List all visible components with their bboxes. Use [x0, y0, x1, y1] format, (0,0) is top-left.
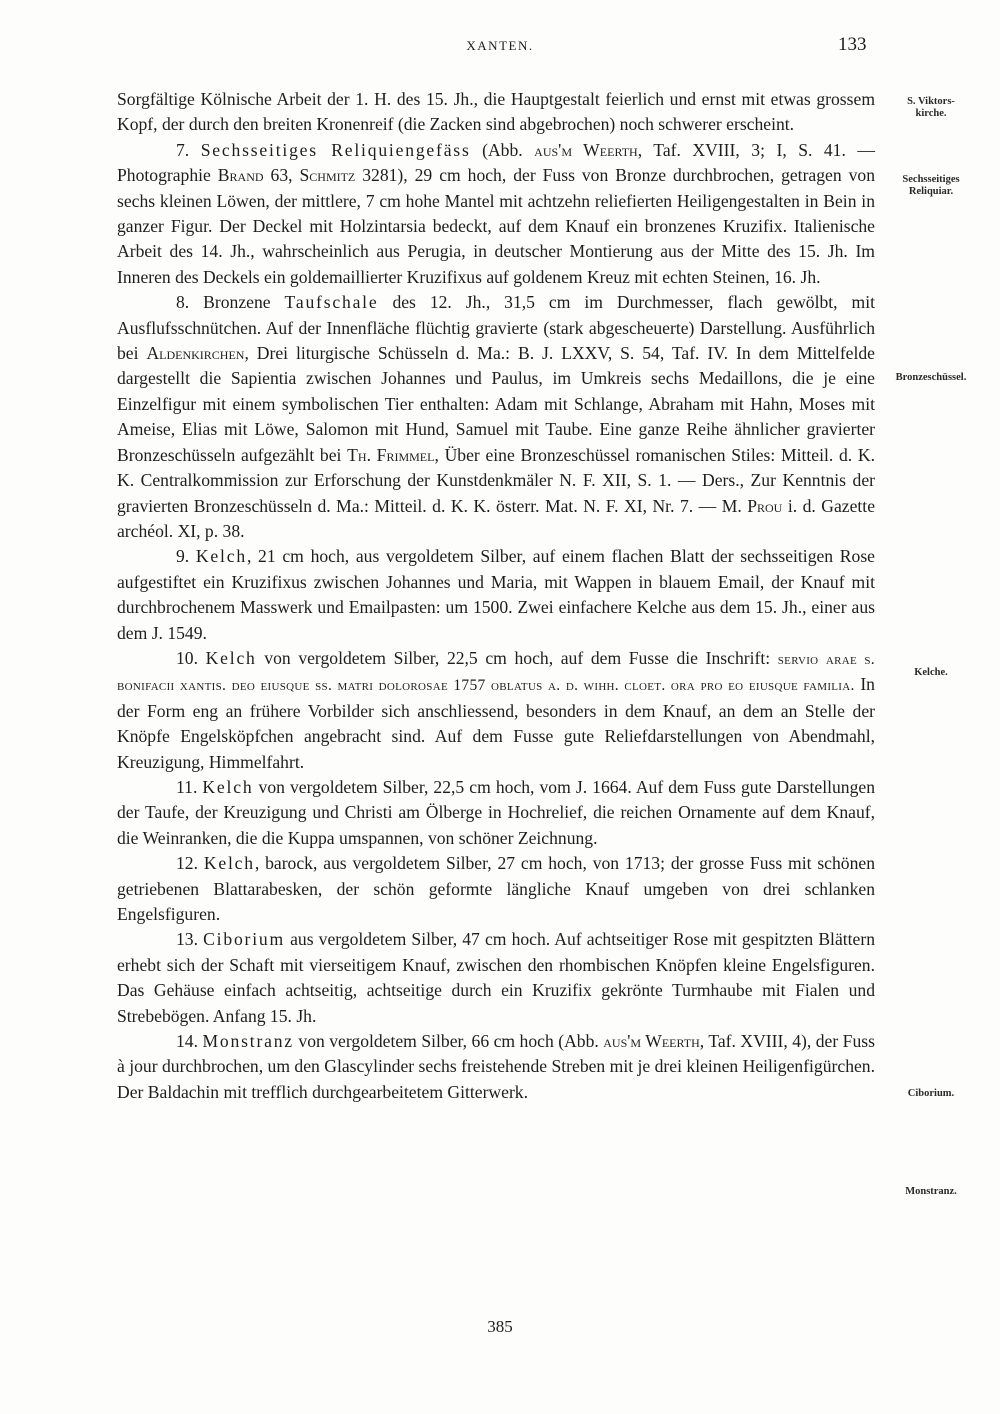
reference-author: Th. Frimmel — [347, 444, 435, 465]
text-run: In der Form eng an frühere Vorbilder sich anschliessend, besonders in dem Knauf, an dem an Stelle der Knöpfe Engelsköpfchen angebracht sind. Auf dem Fusse gute Reliefdarstellungen von Abendmahl, Kreuzigung, Himmelfahrt. — [117, 674, 875, 772]
margin-note-ciborium: Ciborium. — [907, 1088, 955, 1099]
text-run: des 12. Jh., 31,5 cm im Durchmesser, flach gewölbt, mit Ausflufsschnütchen. Auf der Innenfläche flüchtig gravierte (stark abgescheuerte) Darstellung. Ausführlich bei — [117, 292, 875, 364]
text-run: , Drei liturgische Schüsseln d. Ma.: B. J. LXXV, S. 54, Taf. IV. In dem Mittelfelde dargestellt die Sapientia zwischen Johannes und Paulus, im Umkreis sechs Medaillons, die je eine Einzelfigur mit einem symbolischen Tier enthalten: Adam mit Schlange, Abraham mit Hahn, Moses mit Ameise, Elias mit Löwe, Salomon mit Hund, Samuel mit Taube. Eine ganze Reihe ähnlicher gravierter Bronzeschüsseln aufgezählt bei — [117, 343, 875, 465]
item-term: Kelch — [202, 776, 254, 797]
paragraph-14 — [117, 1029, 875, 1105]
item-term: Kelch — [203, 853, 255, 874]
running-header: XANTEN. — [466, 38, 534, 53]
margin-note-kelche: Kelche. — [914, 667, 948, 678]
reference-author: Brand — [217, 165, 264, 186]
margin-note-bronze: Bronzeschüssel. — [895, 372, 967, 383]
margin-note-reliquiar: Sechsseitiges Reliquiar. — [902, 174, 960, 197]
item-term: Kelch — [205, 647, 257, 668]
item-number: 9. — [176, 546, 190, 567]
item-term: Monstranz — [202, 1031, 294, 1052]
paragraph-8 — [117, 290, 875, 544]
text-run: , Taf. XVIII, 3; I, S. 41. — Photographie — [117, 139, 875, 186]
reference-author: aus'm Weerth — [534, 139, 638, 160]
paragraph-9 — [117, 544, 875, 646]
paragraph-10 — [117, 646, 875, 775]
text-run: , barock, aus vergoldetem Silber, 27 cm hoch, von 1713; der grosse Fuss mit schönen getriebenen Blattarabesken, der schön geformte längliche Knauf umgeben von drei schlanken Engelsfiguren. — [117, 853, 875, 924]
text-run: (Abb. — [482, 139, 523, 160]
text-run: , 21 cm hoch, aus vergoldetem Silber, auf einem flachen Blatt der sechsseitigen Rose aufgestiftet ein Kruzifixus zwischen Johannes und Maria, mit Wappen in blauem Email, der Knauf mit durchbrochenem Masswerk und Emailpasten: um 1500. Zwei einfachere Kelche aus dem 15. Jh., einer aus dem J. 1549. — [117, 546, 875, 643]
item-number: 8. — [176, 292, 190, 313]
reference-author: Aldenkirchen — [146, 343, 245, 364]
item-number: 13. — [176, 929, 198, 950]
margin-note-viktor: S. Viktors- kirche. — [907, 96, 955, 119]
item-term: Ciborium — [203, 929, 285, 950]
item-number: 7. — [176, 139, 190, 160]
reference-author: aus'm Weerth — [603, 1031, 700, 1052]
text-run: Bronzene — [203, 292, 271, 313]
text-run: aus vergoldetem Silber, 47 cm hoch. Auf achtseitiger Rose mit gespitzten Blättern erhebt sich der Schaft mit vierseitigem Knauf, zwischen den rhombischen Knöpfen kleine Engelsfiguren. Das Gehäuse einfach achtseitig, achtseitige durch ein Kruzifix gekrönte Turmhaube mit Fialen und Strebebögen. Anfang 15. Jh. — [117, 929, 875, 1026]
text-run: i. d. Gazette archéol. XI, p. 38. — [117, 495, 876, 541]
text-run: von vergoldetem Silber, 66 cm hoch (Abb. — [298, 1031, 599, 1052]
text-run: 3281), 29 cm hoch, der Fuss von Bronze durchbrochen, getragen von sechs kleinen Löwen, der mittlere, 7 cm hohe Mantel mit achtzehn reliefierten Heiligengestalten in Bein in ganzer Figur. Der Deckel mit Holzintarsia bedeckt, auf dem Knauf ein bronzenes Kruzifix. Italienische Arbeit des 14. Jh., wahrscheinlich aus Perugia, in deutscher Montierung aus der Mitte des 15. Jh. Im Inneren des Deckels ein goldemaillierter Kruzifixus auf goldenem Kreuz mit echten Steinen, 16. Jh. — [117, 165, 875, 287]
page-number: 133 — [838, 34, 867, 55]
item-number: 10. — [176, 647, 198, 668]
paragraph-12 — [117, 851, 875, 927]
paragraph-11 — [117, 775, 875, 851]
inscription: servio arae s. bonifacii xantis. deo eiusque ss. matri dolorosae 1757 oblatus a. d. wihh. cloet. ora pro eo eiusque familia. — [117, 650, 875, 695]
item-term: Taufschale — [284, 292, 379, 313]
paragraph-text: Sorgfältige Kölnische Arbeit der 1. H. des 15. Jh., die Hauptgestalt feierlich und ernst mit etwas grossem Kopf, der durch den breiten Kronenreif (die Zacken sind abgebrochen) noch schwerer erscheint. — [117, 89, 875, 135]
margin-note-monstranz: Monstranz. — [905, 1186, 957, 1197]
paragraph-intro — [117, 87, 875, 138]
item-term: Kelch — [195, 546, 247, 567]
reference-author: Schmitz — [299, 165, 356, 186]
text-run: 63, — [270, 165, 293, 186]
text-run: von vergoldetem Silber, 22,5 cm hoch, auf dem Fusse die Inschrift: — [264, 647, 771, 668]
paragraph-7 — [117, 138, 875, 290]
item-number: 12. — [176, 853, 198, 874]
item-term: Sechsseitiges Reliquiengefäss — [200, 139, 471, 160]
paragraph-13 — [117, 927, 875, 1029]
text-run: , Taf. XVIII, 4), der Fuss à jour durchbrochen, um den Glascylinder sechs freistehende Streben mit je drei kleinen Heiligenfigürchen. Der Baldachin mit trefflich durchgearbeitetem Gitterwerk. — [117, 1031, 875, 1102]
signature-number: 385 — [487, 1317, 513, 1336]
item-number: 11. — [176, 776, 198, 797]
item-number: 14. — [176, 1031, 198, 1052]
text-run: von vergoldetem Silber, 22,5 cm hoch, vom J. 1664. Auf dem Fuss gute Darstellungen der Taufe, der Kreuzigung und Christi am Ölberge in Hochrelief, die reichen Ornamente auf dem Knauf, die Weinranken, die die Kuppa umspannen, von schöner Zeichnung. — [117, 776, 876, 848]
reference-author: M. Prou — [721, 495, 783, 516]
main-text — [117, 87, 875, 1105]
text-run: , Über eine Bronzeschüssel romanischen Stiles: Mitteil. d. K. K. Centralkommission zur Erforschung der Kunstdenkmäler N. F. XII, S. 1. — Ders., Zur Kenntnis der gravierten Bronzeschüsseln d. Ma.: Mitteil. d. K. K. österr. Mat. N. F. XI, Nr. 7. — — [117, 444, 875, 516]
